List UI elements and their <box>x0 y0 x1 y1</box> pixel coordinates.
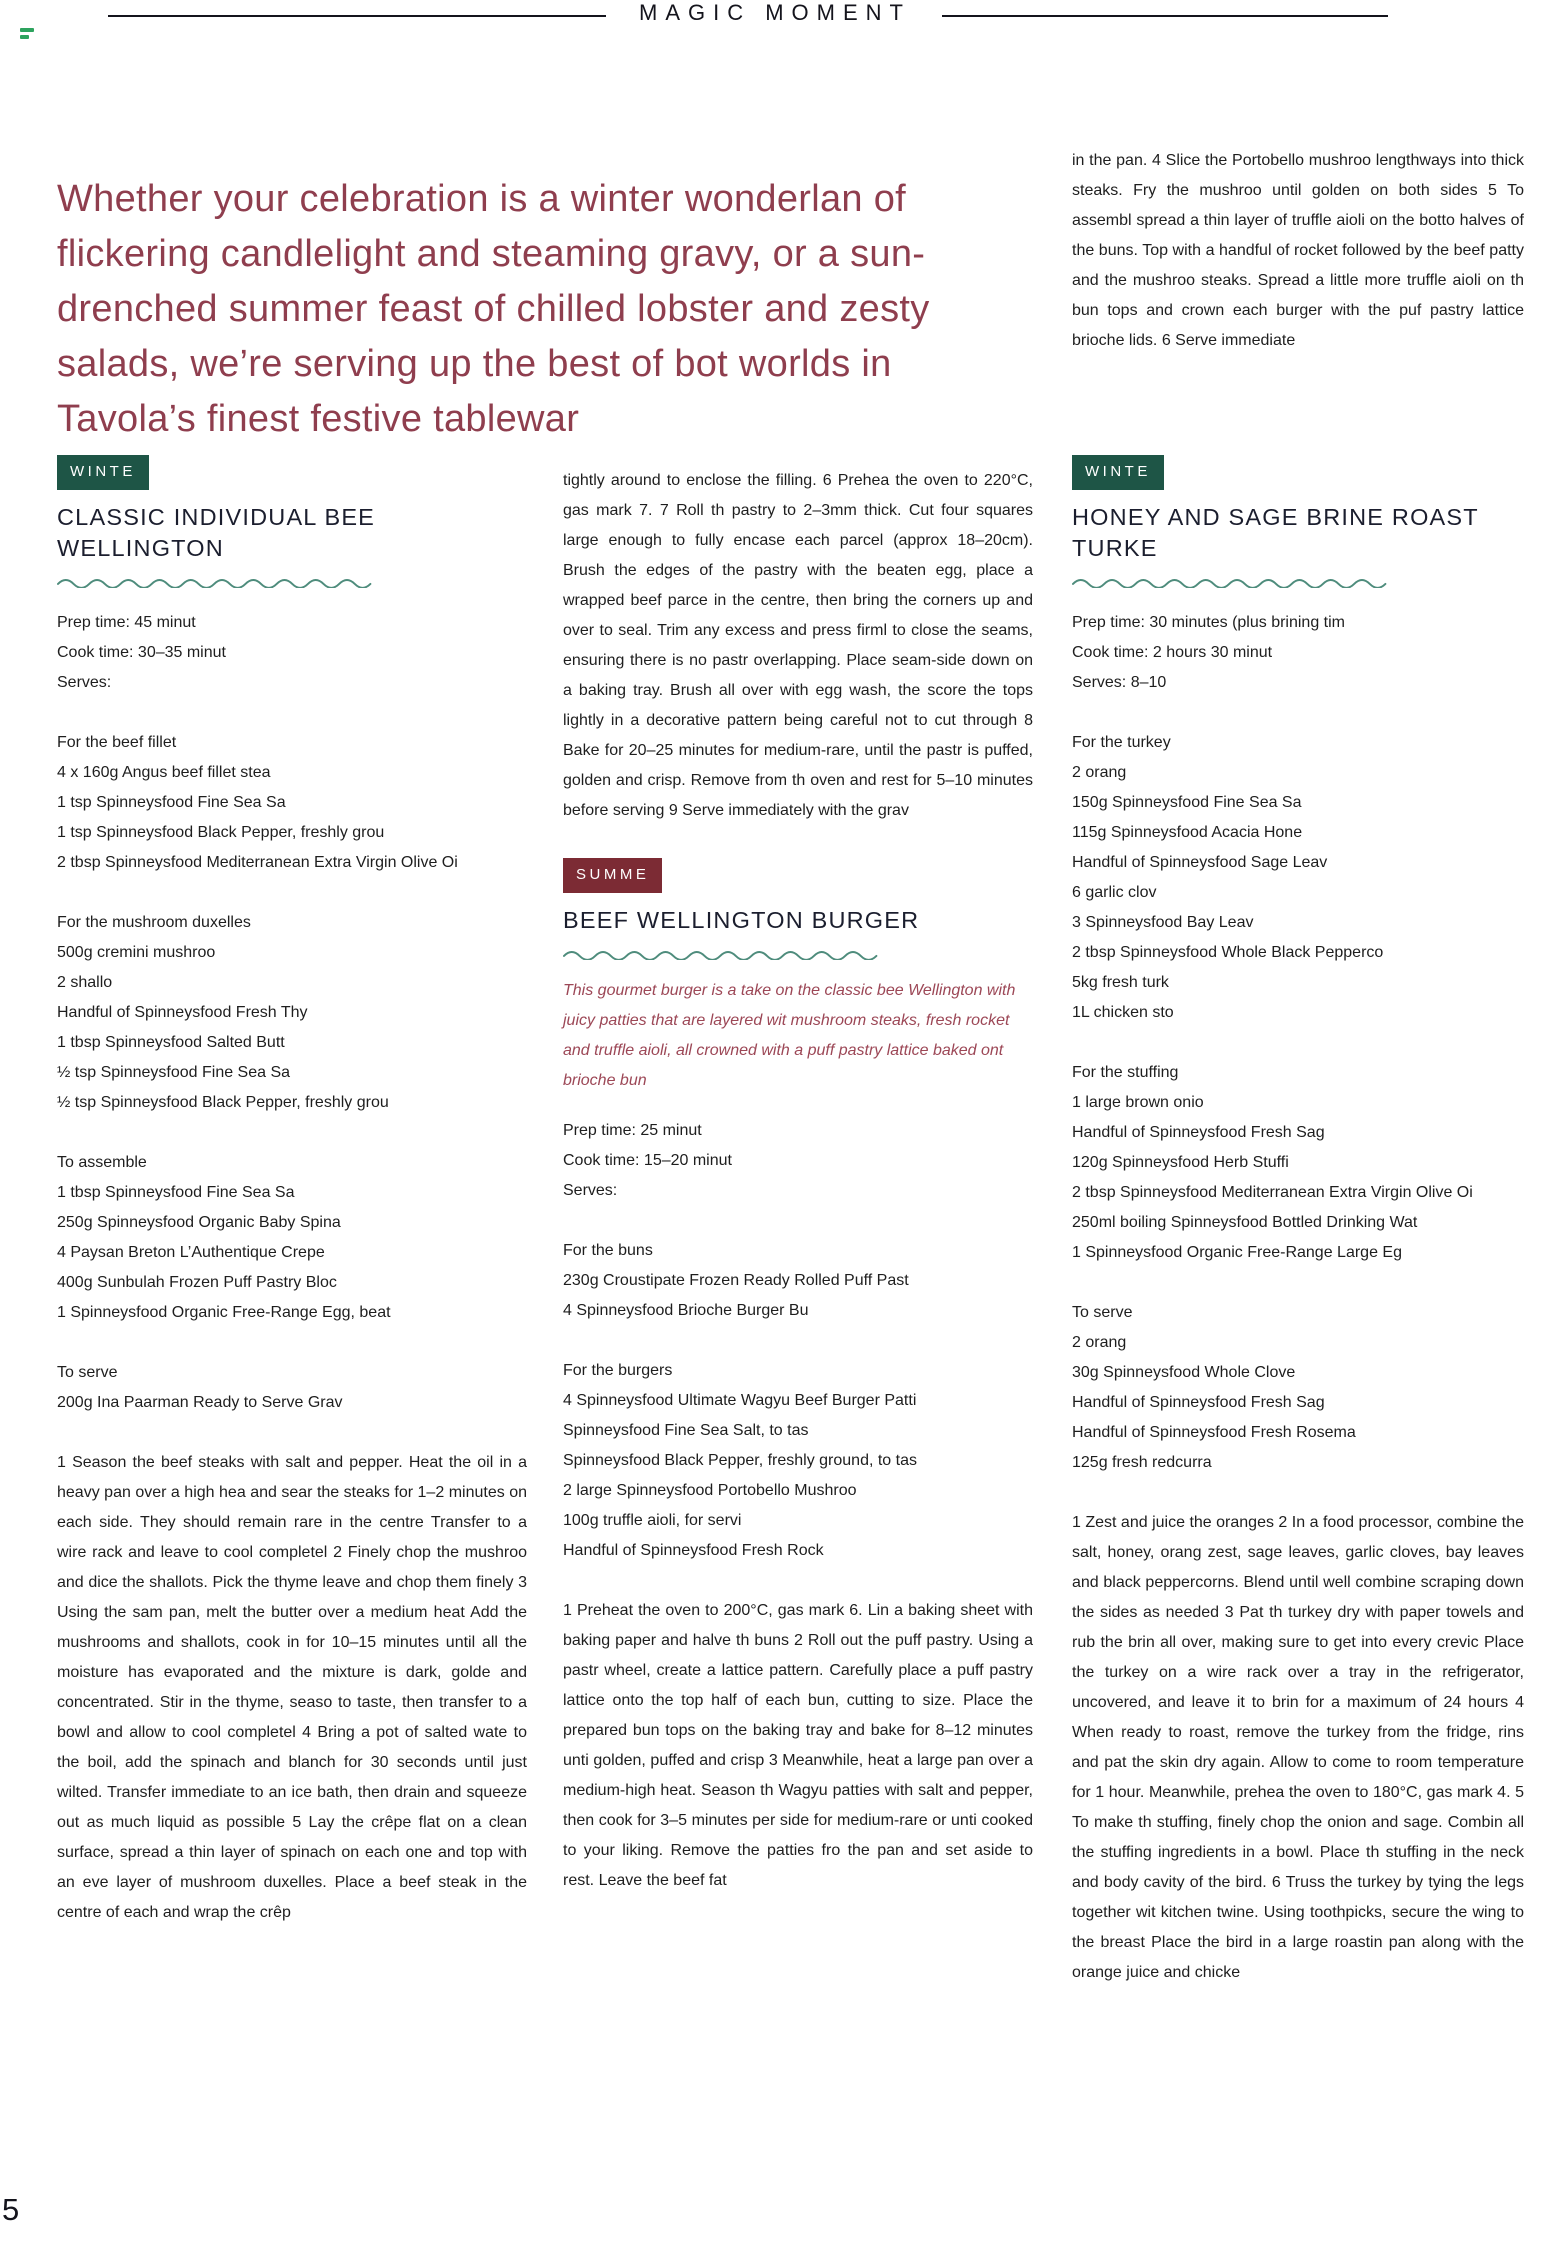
ingredient-item: Handful of Spinneysfood Sage Leav <box>1072 854 1328 871</box>
ingredient-item: 5kg fresh turk <box>1072 974 1169 991</box>
ingredient-section <box>563 1236 1033 1326</box>
menu-bar-icon <box>20 35 29 39</box>
menu-bar-icon <box>20 28 34 32</box>
recipe-title: HONEY AND SAGE BRINE ROAST TURKE <box>1072 504 1479 561</box>
ingredient-item: 100g truffle aioli, for servi <box>563 1512 742 1529</box>
ingredient-item: Spinneysfood Black Pepper, freshly ground, to tas <box>563 1452 917 1469</box>
ingredient-item: 230g Croustipate Frozen Ready Rolled Puff Past <box>563 1272 909 1289</box>
ingredient-item: Handful of Spinneysfood Fresh Sag <box>1072 1124 1325 1141</box>
squiggle-divider-icon <box>563 946 893 960</box>
ingredient-item: 1 Spinneysfood Organic Free-Range Egg, beat <box>57 1304 391 1321</box>
section-heading: To serve <box>1072 1304 1133 1321</box>
ingredient-section <box>563 1356 1033 1566</box>
column-beef-wellington <box>57 455 527 1928</box>
section-heading: For the turkey <box>1072 734 1171 751</box>
ingredient-list <box>1072 758 1524 1028</box>
ingredient-item: 2 tbsp Spinneysfood Whole Black Pepperco <box>1072 944 1384 961</box>
ingredient-item: Handful of Spinneysfood Fresh Thy <box>57 1004 308 1021</box>
ingredient-item: 2 orang <box>1072 1334 1127 1351</box>
instructions-text: in the pan. 4 Slice the Portobello mushroo lengthways into thick steaks. Fry the mushroo until golden on both sides 5 To assembl spread a thin layer of truffle aioli on the botto halves of the buns. Top with a handful of rocket followed by the beef patty and the mushroo steaks. Spread a little more truffle aioli on th bun tops and crown each burger with the puf pastry lattice brioche lids. 6 Serve immediate <box>1072 152 1524 349</box>
ingredient-item: 4 Paysan Breton L’Authentique Crepe <box>57 1244 325 1261</box>
season-tag-winter: WINTE <box>57 455 149 490</box>
ingredient-item: 1 Spinneysfood Organic Free-Range Large Eg <box>1072 1244 1402 1261</box>
serves: Serves: <box>57 674 112 691</box>
ingredient-item: 1 tbsp Spinneysfood Salted Butt <box>57 1034 285 1051</box>
ingredient-list <box>57 1388 527 1418</box>
recipe-meta <box>563 1116 1033 1206</box>
ingredient-item: 2 tbsp Spinneysfood Mediterranean Extra Virgin Olive Oi <box>1072 1184 1473 1201</box>
ingredient-section <box>1072 1298 1524 1478</box>
ingredient-item: 200g Ina Paarman Ready to Serve Grav <box>57 1394 343 1411</box>
ingredient-item: ½ tsp Spinneysfood Fine Sea Sa <box>57 1064 291 1081</box>
section-heading: For the burgers <box>563 1362 673 1379</box>
section-heading: For the buns <box>563 1242 653 1259</box>
ingredient-item: 150g Spinneysfood Fine Sea Sa <box>1072 794 1302 811</box>
ingredient-item: 2 shallo <box>57 974 113 991</box>
ingredient-list <box>1072 1328 1524 1478</box>
burger-instructions-continued <box>1072 146 1524 356</box>
recipe-title: CLASSIC INDIVIDUAL BEE WELLINGTON <box>57 504 376 561</box>
ingredient-item: 1L chicken sto <box>1072 1004 1174 1021</box>
section-heading: To serve <box>57 1364 118 1381</box>
serves: Serves: <box>563 1182 618 1199</box>
ingredient-item: 2 tbsp Spinneysfood Mediterranean Extra Virgin Olive Oi <box>57 854 458 871</box>
ingredient-section <box>1072 728 1524 1028</box>
cook-time: Cook time: 15–20 minut <box>563 1152 732 1169</box>
cook-time: Cook time: 30–35 minut <box>57 644 226 661</box>
ingredient-item: 3 Spinneysfood Bay Leav <box>1072 914 1254 931</box>
ingredient-item: 1 large brown onio <box>1072 1094 1204 1111</box>
ingredient-item: 500g cremini mushroo <box>57 944 216 961</box>
squiggle-divider-icon <box>57 574 387 588</box>
squiggle-divider-icon <box>1072 574 1402 588</box>
brand-menu-icon <box>20 28 34 42</box>
section-heading: For the stuffing <box>1072 1064 1179 1081</box>
prep-time: Prep time: 25 minut <box>563 1122 702 1139</box>
ingredient-item: 2 orang <box>1072 764 1127 781</box>
header-rule-right <box>942 15 1388 17</box>
ingredient-item: 125g fresh redcurra <box>1072 1454 1212 1471</box>
ingredient-list <box>57 938 527 1118</box>
ingredient-item: 1 tsp Spinneysfood Fine Sea Sa <box>57 794 286 811</box>
feature-intro-text: Whether your celebration is a winter wonderlan of flickering candlelight and steaming gravy, or a sun-drenched summer feast of chilled lobster and zesty salads, we’re serving up the best of bot worlds in Tavola’s finest festive tablewar <box>57 178 930 440</box>
ingredient-item: 4 Spinneysfood Ultimate Wagyu Beef Burger Patti <box>563 1392 917 1409</box>
ingredient-section <box>57 1358 527 1418</box>
ingredient-item: 30g Spinneysfood Whole Clove <box>1072 1364 1296 1381</box>
ingredient-section <box>1072 1058 1524 1268</box>
ingredient-item: Handful of Spinneysfood Fresh Rosema <box>1072 1424 1356 1441</box>
ingredient-list <box>1072 1088 1524 1268</box>
ingredient-item: 1 tbsp Spinneysfood Fine Sea Sa <box>57 1184 295 1201</box>
recipe-meta <box>1072 608 1524 698</box>
ingredient-item: 6 garlic clov <box>1072 884 1157 901</box>
ingredient-list <box>563 1266 1033 1326</box>
recipe-title: BEEF WELLINGTON BURGER <box>563 907 920 933</box>
section-heading: For the mushroom duxelles <box>57 914 251 931</box>
cook-time: Cook time: 2 hours 30 minut <box>1072 644 1273 661</box>
ingredient-item: Handful of Spinneysfood Fresh Sag <box>1072 1394 1325 1411</box>
ingredient-section <box>57 1148 527 1328</box>
ingredient-list <box>57 1178 527 1328</box>
ingredient-item: 400g Sunbulah Frozen Puff Pastry Bloc <box>57 1274 337 1291</box>
magazine-masthead: MAGIC MOMENT <box>639 0 911 25</box>
ingredient-list <box>563 1386 1033 1566</box>
column-middle <box>563 466 1033 1896</box>
ingredient-item: 2 large Spinneysfood Portobello Mushroo <box>563 1482 857 1499</box>
ingredient-item: 4 x 160g Angus beef fillet stea <box>57 764 271 781</box>
section-heading: To assemble <box>57 1154 147 1171</box>
season-tag-summer: SUMME <box>563 858 662 893</box>
season-tag-winter: WINTE <box>1072 455 1164 490</box>
ingredient-item: 1 tsp Spinneysfood Black Pepper, freshly grou <box>57 824 385 841</box>
wellington-instructions-continued: tightly around to enclose the filling. 6 Prehea the oven to 220°C, gas mark 7. 7 Roll th pastry to 2–3mm thick. Cut four squares large enough to fully encase each parcel (approx 18–20cm). Brush the edges of the pastry with the beaten egg, place a wrapped beef parce in the centre, then bring the corners up and over to seal. Trim any excess and press firml to close the seams, ensuring there is no pastr overlapping. Place seam-side down on a baking tray. Brush all over with egg wash, the score the tops lightly in a decorative pattern being careful not to cut through 8 Bake for 20–25 minutes for medium-rare, until the pastr is puffed, golden and crisp. Remove from th oven and rest for 5–10 minutes before serving 9 Serve immediately with the grav <box>563 472 1033 819</box>
ingredient-item: 115g Spinneysfood Acacia Hone <box>1072 824 1303 841</box>
recipe-meta <box>57 608 527 698</box>
ingredient-section <box>57 908 527 1118</box>
instructions-text: 1 Preheat the oven to 200°C, gas mark 6. Lin a baking sheet with baking paper and halve th buns 2 Roll out the puff pastry. Using a pastr wheel, create a lattice pattern. Carefully place a puff pastry lattice onto the top half of each bun, cutting to size. Place the prepared bun tops on the baking tray and bake for 8–12 minutes unti golden, puffed and crisp 3 Meanwhile, heat a large pan over a medium-high heat. Season th Wagyu patties with salt and pepper, then cook for 3–5 minutes per side for medium-rare or unti cooked to your liking. Remove the patties fro the pan and set aside to rest. Leave the beef fat <box>563 1602 1033 1889</box>
ingredient-item: Spinneysfood Fine Sea Salt, to tas <box>563 1422 809 1439</box>
ingredient-item: 250ml boiling Spinneysfood Bottled Drinking Wat <box>1072 1214 1418 1231</box>
instructions-text: 1 Zest and juice the oranges 2 In a food processor, combine the salt, honey, orang zest, sage leaves, garlic cloves, bay leaves and black peppercorns. Blend until well combine scraping down the sides as needed 3 Pat th turkey dry with paper towels and rub the brin all over, making sure to get into every crevic Place the turkey on a wire rack over a tray in the refrigerator, uncovered, and leave it to brin for a maximum of 24 hours 4 When ready to roast, remove the turkey from the fridge, rins and pat the skin dry again. Allow to come to room temperature for 1 hour. Meanwhile, prehea the oven to 180°C, gas mark 4. 5 To make th stuffing, finely chop the onion and sage. Combin all the stuffing ingredients in a bowl. Place th stuffing in the neck and body cavity of the bird. 6 Truss the turkey by tying the legs together wit kitchen twine. Using toothpicks, secure the wing to the breast Place the bird in a large roastin pan along with the orange juice and chicke <box>1072 1514 1524 1981</box>
recipe-burger <box>563 858 1033 1896</box>
section-heading: For the beef fillet <box>57 734 177 751</box>
prep-time: Prep time: 30 minutes (plus brining tim <box>1072 614 1345 631</box>
ingredient-section <box>57 728 527 878</box>
instructions-text: 1 Season the beef steaks with salt and pepper. Heat the oil in a heavy pan over a high hea and sear the steaks for 1–2 minutes on each side. They should remain rare in the centre Transfer to a wire rack and leave to cool completel 2 Finely chop the mushroo and dice the shallots. Pick the thyme leave and chop them finely 3 Using the sam pan, melt the butter over a medium heat Add the mushrooms and shallots, cook in for 10–15 minutes until all the moisture has evaporated and the mixture is dark, golde and concentrated. Stir in the thyme, seaso to taste, then transfer to a bowl and allow to cool completel 4 Bring a pot of salted wate to the boil, add the spinach and blanch for 30 seconds until just wilted. Transfer immediate to an ice bath, then drain and squeeze out as much liquid as possible 5 Lay the crêpe flat on a clean surface, spread a thin layer of spinach on each one and top with an eve layer of mushroom duxelles. Place a beef steak in the centre of each and wrap the crêp <box>57 1454 527 1921</box>
ingredient-item: 120g Spinneysfood Herb Stuffi <box>1072 1154 1289 1171</box>
page-number: 5 <box>2 2192 20 2227</box>
column-turkey <box>1072 455 1524 1988</box>
prep-time: Prep time: 45 minut <box>57 614 196 631</box>
ingredient-item: 4 Spinneysfood Brioche Burger Bu <box>563 1302 809 1319</box>
ingredient-item: ½ tsp Spinneysfood Black Pepper, freshly grou <box>57 1094 389 1111</box>
ingredient-list <box>57 758 527 878</box>
serves: Serves: 8–10 <box>1072 674 1167 691</box>
ingredient-item: 250g Spinneysfood Organic Baby Spina <box>57 1214 341 1231</box>
recipe-description: This gourmet burger is a take on the classic bee Wellington with juicy patties that are layered wit mushroom steaks, fresh rocket and truffle aioli, all crowned with a puff pastry lattice baked ont brioche bun <box>563 982 1016 1089</box>
ingredient-item: Handful of Spinneysfood Fresh Rock <box>563 1542 824 1559</box>
